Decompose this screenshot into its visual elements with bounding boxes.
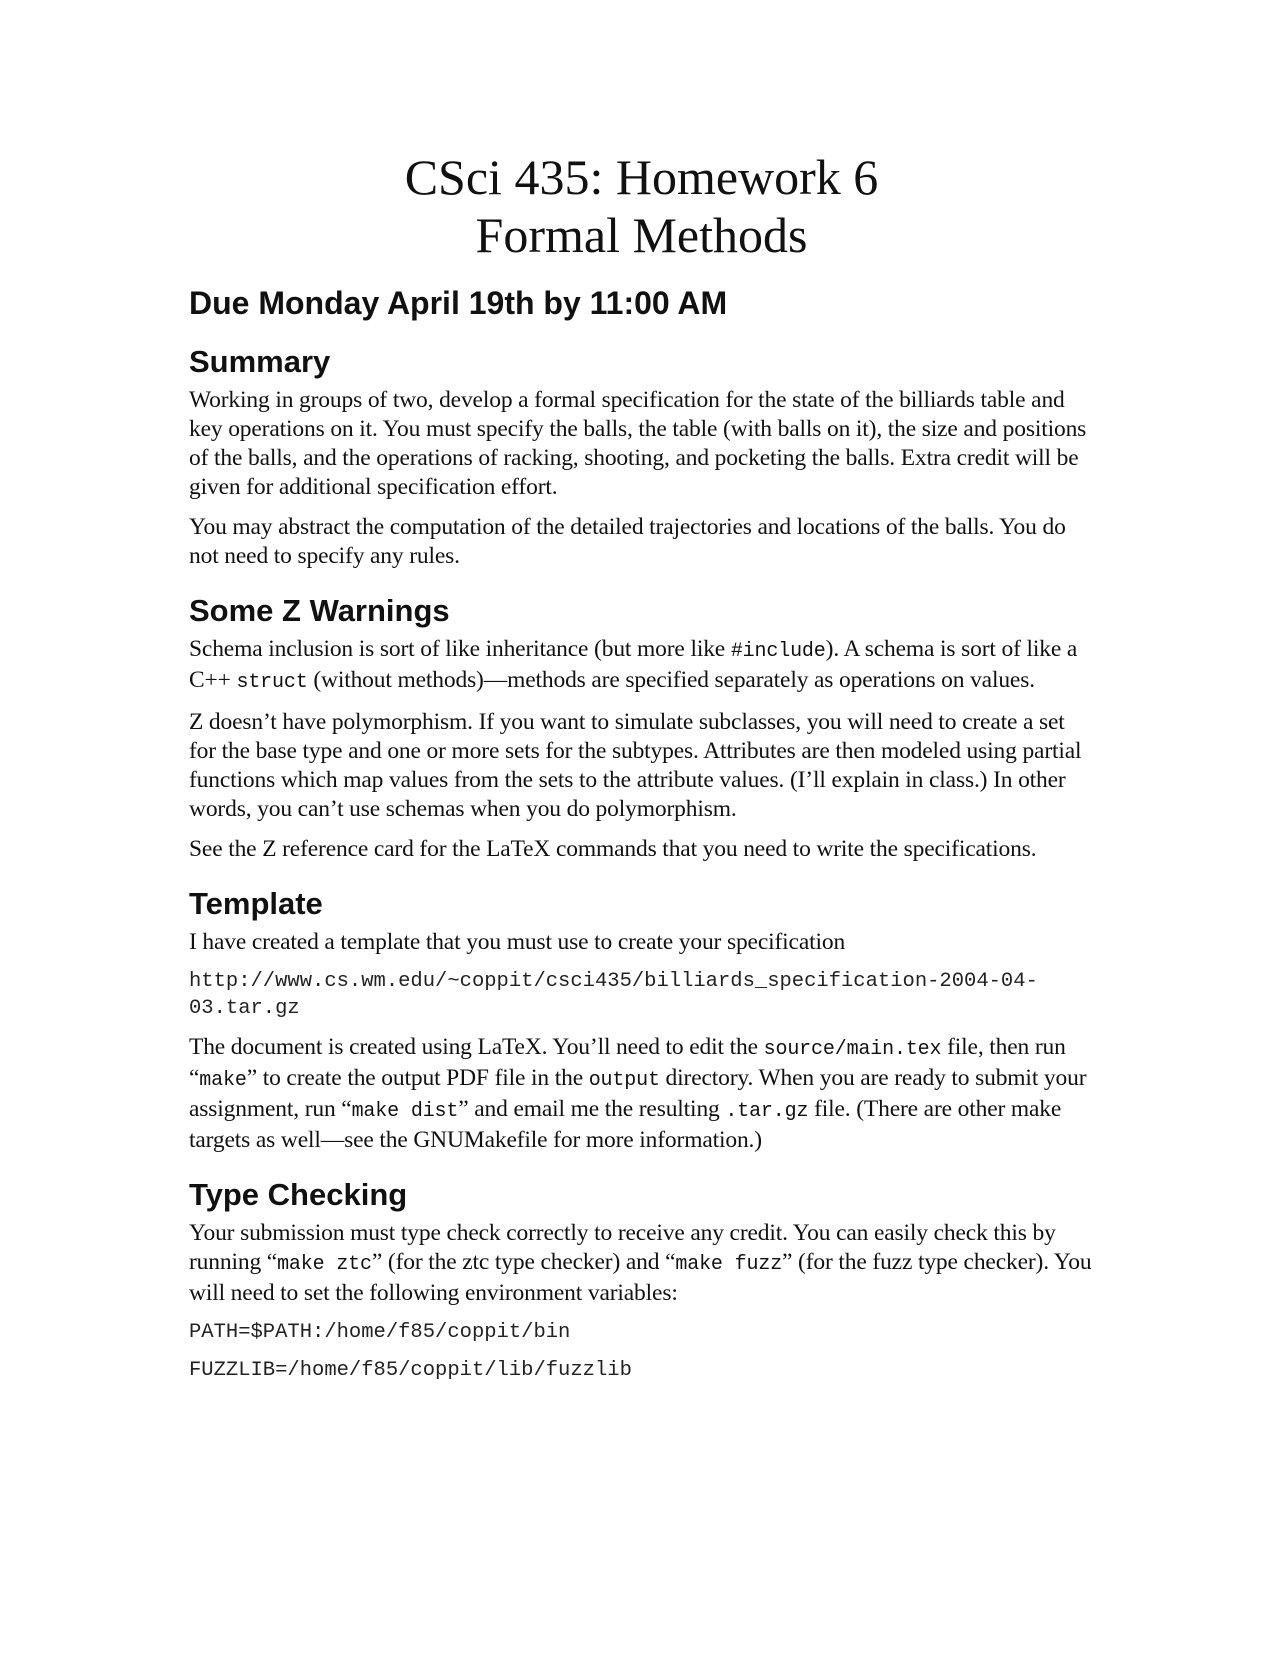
typecheck-paragraph-1 (189, 1219, 1094, 1308)
warnings-p1-text-b: ). A schema is sort of like a C++ (189, 636, 1078, 693)
include-code: #include (730, 640, 826, 663)
env-fuzzlib-line: FUZZLIB=/home/f85/coppit/lib/fuzzlib (189, 1359, 632, 1382)
title-line-1: CSci 435: Homework 6 (404, 149, 879, 205)
template-p2-text-b: file, then run “ (189, 1034, 1066, 1091)
typecheck-p1-text-b: ” (for the ztc type checker) and “ (371, 1249, 676, 1275)
warnings-section (189, 593, 1094, 864)
template-p2-text-e: ” and email me the resulting (458, 1096, 726, 1122)
document-page (189, 148, 1094, 1395)
warnings-paragraph-3: See the Z reference card for the LaTeX commands that you need to write the specifications. (189, 836, 1037, 862)
summary-heading: Summary (189, 344, 331, 379)
typecheck-heading: Type Checking (189, 1177, 408, 1212)
template-paragraph-2 (189, 1033, 1094, 1155)
typecheck-p1-text-c: ” (for the fuzz type checker). You will need to set the following environment variables: (189, 1249, 1092, 1306)
warnings-heading: Some Z Warnings (189, 593, 450, 628)
document-title (189, 148, 1094, 264)
title-line-2: Formal Methods (475, 207, 808, 263)
warnings-paragraph-2: Z doesn’t have polymorphism. If you want to simulate subclasses, you will need to create a set for the base type and one or more sets for the subtypes. Attributes are then modeled using partial functions which map values from the sets to the attribute values. (I’ll explain in class.) In other words, you can’t use schemas when you do polymorphism. (189, 709, 1082, 822)
main-tex-code: source/main.tex (763, 1038, 942, 1061)
template-heading: Template (189, 886, 323, 921)
template-section (189, 886, 1094, 1155)
make-dist-code: make dist (351, 1100, 459, 1123)
make-code: make (199, 1069, 247, 1092)
tar-gz-code: .tar.gz (725, 1100, 809, 1123)
typecheck-section (189, 1177, 1094, 1384)
struct-code: struct (236, 671, 308, 694)
summary-paragraph-2: You may abstract the computation of the detailed trajectories and locations of the balls. You do not need to specify any rules. (189, 514, 1066, 569)
env-path-line: PATH=$PATH:/home/f85/coppit/bin (189, 1321, 571, 1344)
warnings-paragraph-1 (189, 635, 1094, 697)
summary-paragraph-1: Working in groups of two, develop a formal specification for the state of the billiards table and key operations on it. You must specify the balls, the table (with balls on it), the size and positions of the balls, and the operations of racking, shooting, and pocketing the balls. Extra credit will be given for additional specification effort. (189, 387, 1087, 500)
template-p2-text-c: ” to create the output PDF file in the (246, 1065, 589, 1091)
output-code: output (588, 1069, 660, 1092)
typecheck-p1-text-a: Your submission must type check correctly to receive any credit. You can easily check this by running “ (189, 1220, 1056, 1275)
template-p2-text-a: The document is created using LaTeX. You’ll need to edit the (189, 1034, 764, 1060)
warnings-p1-text-c: (without methods)—methods are specified separately as operations on values. (307, 667, 1035, 693)
summary-section (189, 344, 1094, 571)
due-date-heading: Due Monday April 19th by 11:00 AM (189, 285, 728, 321)
make-fuzz-code: make fuzz (675, 1253, 783, 1276)
template-url[interactable]: http://www.cs.wm.edu/~coppit/csci435/billiards_specification-2004-04-03.tar.gz (189, 970, 1038, 1020)
make-ztc-code: make ztc (277, 1253, 372, 1276)
template-p2-text-f: file. (There are other make targets as well—see the GNUMakefile for more information.) (189, 1096, 1062, 1153)
template-paragraph-1: I have created a template that you must use to create your specification (189, 929, 846, 955)
warnings-p1-text-a: Schema inclusion is sort of like inheritance (but more like (189, 636, 731, 662)
template-p2-text-d: directory. When you are ready to submit your assignment, run “ (189, 1065, 1087, 1122)
